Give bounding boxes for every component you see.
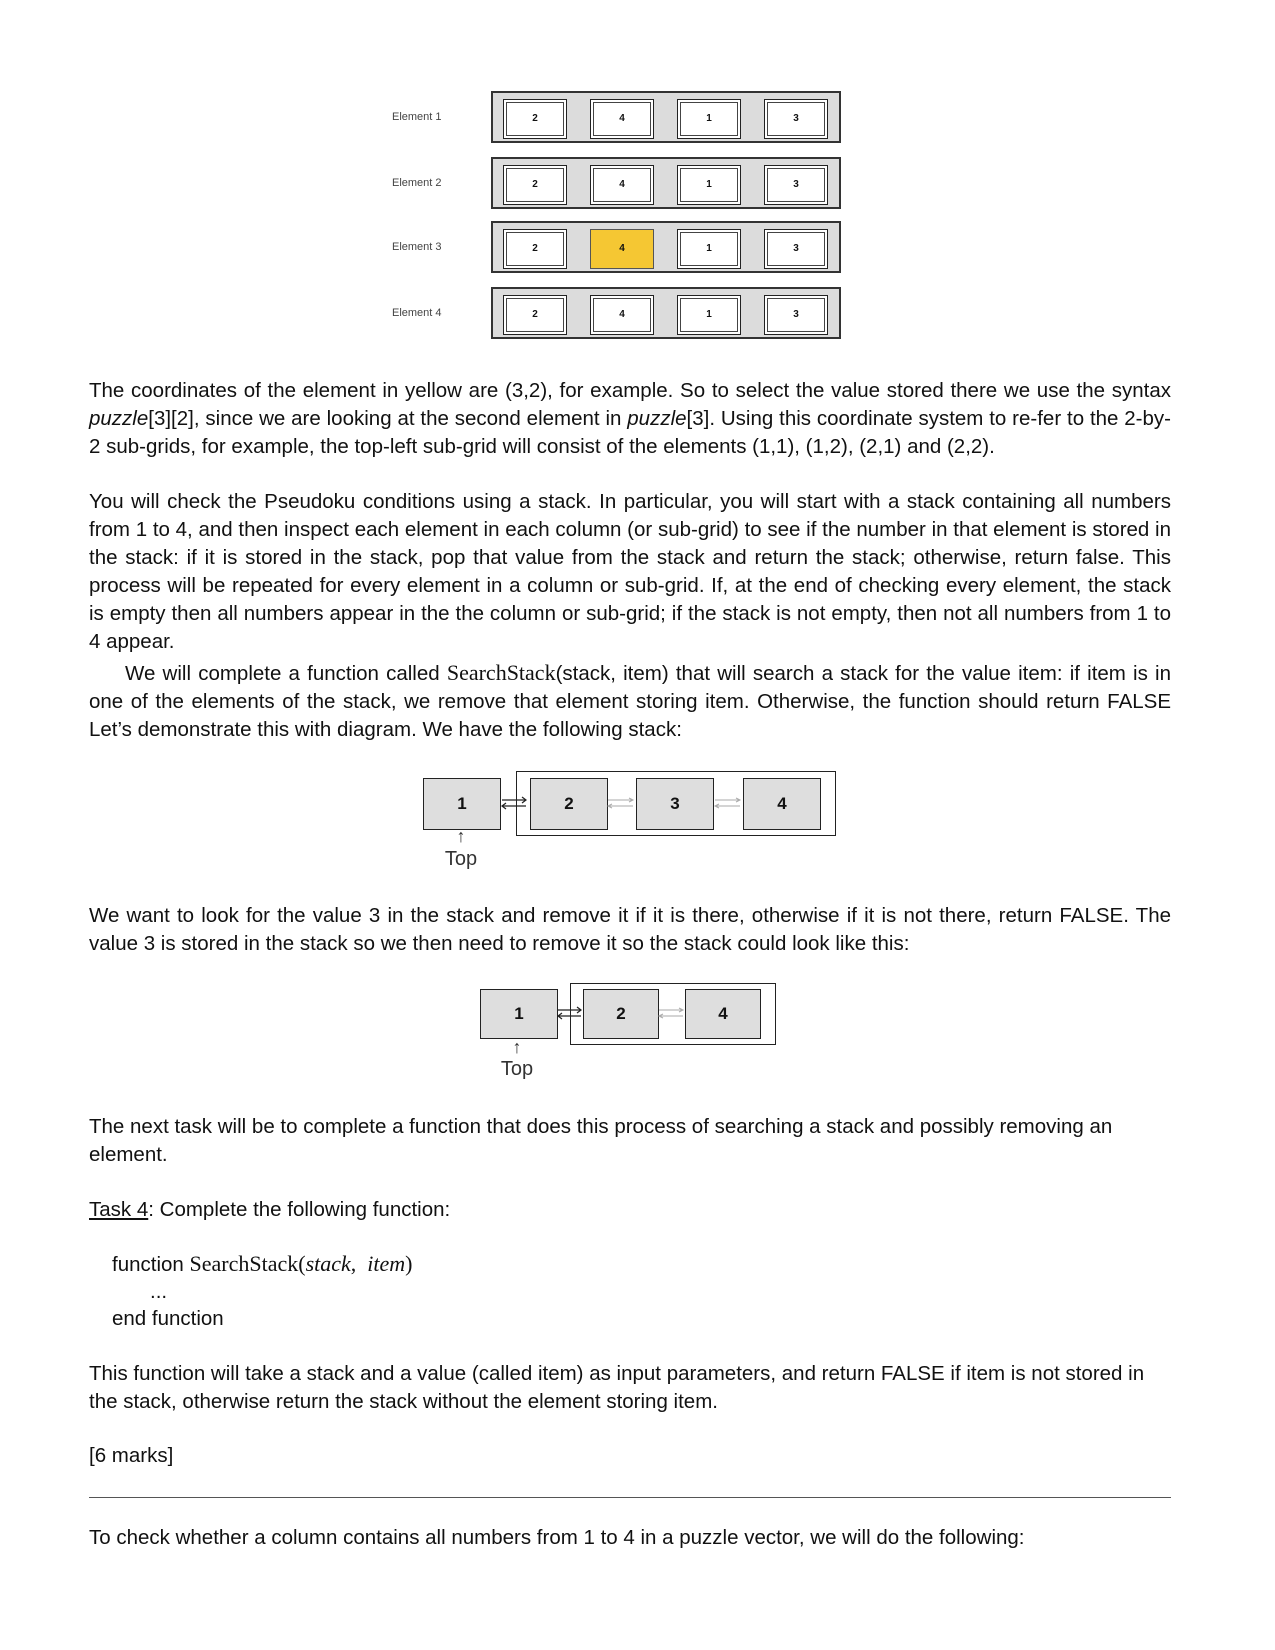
up-arrow-icon: ↑	[512, 1037, 522, 1057]
stack-node: 1	[480, 989, 558, 1039]
top-label: Top	[444, 848, 478, 870]
text: (	[298, 1251, 306, 1276]
cell: 2	[503, 295, 567, 335]
puzzle-row-2	[0, 157, 1275, 209]
divider	[89, 1497, 1171, 1498]
text: The coordinates of the element in yellow are (3,2), for example. So to select the value stored there we use the syntax	[89, 379, 1171, 402]
paragraph-column-check: To check whether a column contains all numbers from 1 to 4 in a puzzle vector, we will do the following:	[89, 1526, 1025, 1549]
cell: 1	[677, 295, 741, 335]
stack-node: 4	[685, 989, 761, 1039]
code-end: end function	[112, 1307, 224, 1330]
top-label: Top	[500, 1058, 534, 1080]
task-label: Task 4	[89, 1198, 149, 1221]
paragraph-searchstack-intro	[89, 659, 1171, 744]
row-frame	[491, 157, 841, 209]
text: [3]. Using this coordinate system to re-fer to the 2-by-2 sub-grids, for example, the top-left sub-grid will consist of the elements (1,1), (1,2), (2,1) and (2,2).	[89, 407, 1171, 458]
paragraph-next-task: The next task will be to complete a function that does this process of searching a stack and possibly removing an element.	[89, 1115, 1113, 1166]
cell: 4	[590, 295, 654, 335]
stack-diagram-before	[0, 770, 1275, 880]
row-frame	[491, 91, 841, 143]
highlighted-cell: 4	[590, 229, 654, 269]
text: (stack, item) that will search a stack for the value item: if item is in one of the elements of the stack, we remove that element storing item. Otherwise, the function should return FALSE Let’s demonstrate this with diagram. We have the following stack:	[89, 662, 1171, 741]
stack-node: 3	[636, 778, 714, 830]
cell: 1	[677, 229, 741, 269]
cell: 2	[503, 165, 567, 205]
code-body: ...	[150, 1280, 168, 1303]
cell: 2	[503, 229, 567, 269]
row-label: Element 1	[392, 111, 442, 123]
cell: 1	[677, 165, 741, 205]
row-label: Element 4	[392, 307, 442, 319]
row-frame	[491, 221, 841, 273]
row-label: Element 3	[392, 241, 442, 253]
marks: [6 marks]	[89, 1444, 174, 1467]
keyword: function	[112, 1253, 190, 1276]
text: )	[405, 1251, 413, 1276]
puzzle-term: puzzle	[89, 407, 149, 430]
text: We will complete a function called	[125, 662, 447, 685]
cell: 3	[764, 229, 828, 269]
cell: 1	[677, 99, 741, 139]
text: :	[148, 1198, 154, 1221]
function-name: SearchStack	[189, 1251, 299, 1276]
code-signature	[112, 1251, 412, 1277]
link-arrows	[0, 983, 1275, 1093]
stack-node: 2	[583, 989, 659, 1039]
up-arrow-icon: ↑	[456, 826, 466, 846]
cell: 3	[764, 295, 828, 335]
text: ,	[350, 1251, 368, 1276]
row-frame	[491, 287, 841, 339]
stack-node: 2	[530, 778, 608, 830]
puzzle-row-1	[0, 91, 1275, 143]
link-arrows	[0, 770, 1275, 880]
row-label: Element 2	[392, 177, 442, 189]
cell: 3	[764, 165, 828, 205]
stack-node: 4	[743, 778, 821, 830]
paragraph-coordinates	[89, 377, 1171, 461]
param: stack	[305, 1251, 351, 1276]
param: item	[367, 1251, 406, 1276]
puzzle-row-3	[0, 221, 1275, 273]
function-name: SearchStack	[446, 660, 556, 685]
puzzle-term: puzzle	[627, 407, 687, 430]
task-heading	[89, 1196, 1171, 1224]
cell: 4	[590, 165, 654, 205]
text: [3][2], since we are looking at the second element in	[148, 407, 628, 430]
cell: 3	[764, 99, 828, 139]
puzzle-row-4	[0, 287, 1275, 339]
paragraph-function-desc: This function will take a stack and a value (called item) as input parameters, and return FALSE if item is not stored in the stack, otherwise return the stack without the element storing item.	[89, 1362, 1145, 1413]
cell: 4	[590, 99, 654, 139]
stack-diagram-after	[0, 983, 1275, 1093]
stack-node: 1	[423, 778, 501, 830]
paragraph-remove-3: We want to look for the value 3 in the stack and remove it if it is there, otherwise if it is not there, return FALSE. The value 3 is stored in the stack so we then need to remove it so the stack could look like this:	[89, 904, 1171, 955]
cell: 2	[503, 99, 567, 139]
text: Complete the following function:	[153, 1198, 451, 1221]
paragraph-stack-method: You will check the Pseudoku conditions using a stack. In particular, you will start with a stack containing all numbers from 1 to 4, and then inspect each element in each column (or sub-grid) to see if the number in that element is stored in the stack: if it is stored in the stack, pop that value from the stack and return the stack; otherwise, return false. This process will be repeated for every element in a column or sub-grid. If, at the end of checking every element, the stack is empty then all numbers appear in the the column or sub-grid; if the stack is not empty, then not all numbers from 1 to 4 appear.	[89, 490, 1171, 653]
